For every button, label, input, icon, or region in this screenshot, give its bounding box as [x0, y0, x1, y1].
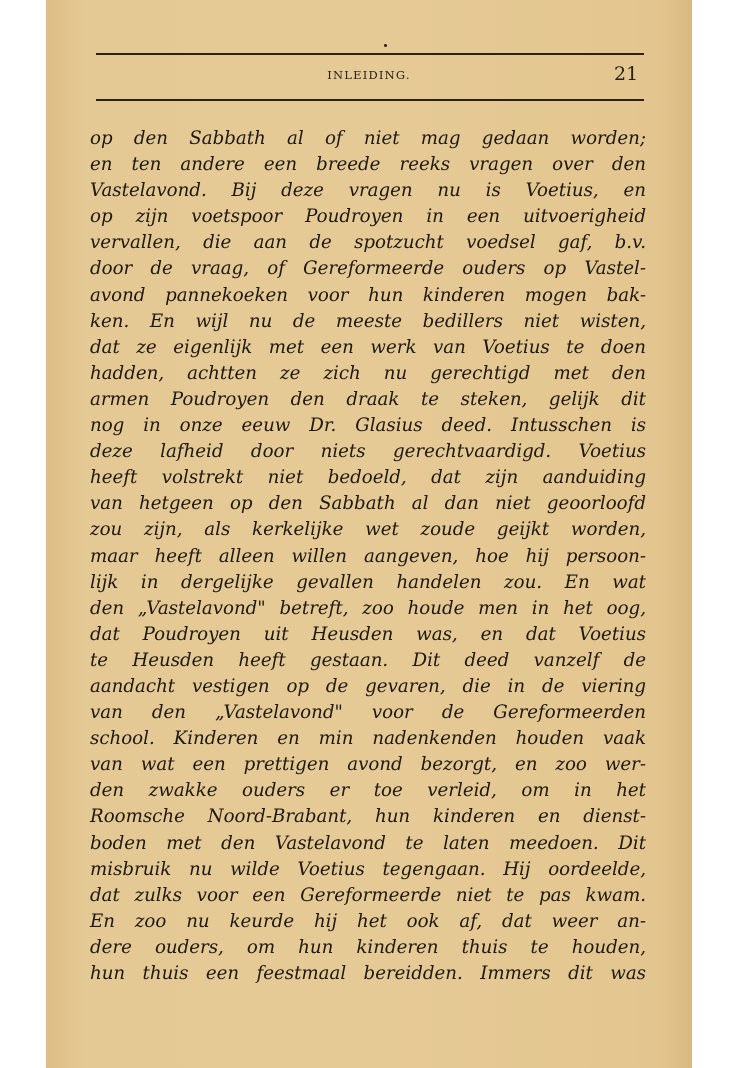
text-line: hadden, achtten ze zich nu gerechtigd met den [90, 362, 646, 384]
text-line: dat Poudroyen uit Heusden was, en dat Voetius [90, 623, 646, 645]
text-line: lijk in dergelijke gevallen handelen zou. En wat [90, 571, 646, 593]
text-line: op den Sabbath al of niet mag gedaan worden; [90, 128, 646, 149]
text-line: zou zijn, als kerkelijke wet zoude geijkt worden, [90, 519, 646, 541]
page-number: 21 [614, 63, 639, 85]
text-line: En zoo nu keurde hij het ook af, dat weer an- [90, 910, 646, 932]
header-bottom-rule [96, 99, 644, 101]
text-line: school. Kinderen en min nadenkenden houden vaak [90, 728, 646, 750]
text-line: te Heusden heeft gestaan. Dit deed vanzelf de [90, 649, 646, 671]
text-line: heeft volstrekt niet bedoeld, dat zijn aanduiding [90, 467, 646, 489]
text-line: Roomsche Noord-Brabant, hun kinderen en dienst- [90, 806, 646, 828]
text-line: hun thuis een feestmaal bereidden. Immers dit was [90, 963, 646, 984]
text-line: avond pannekoeken voor hun kinderen mogen bak- [90, 284, 646, 306]
text-line: maar heeft alleen willen aangeven, hoe hij persoon- [90, 545, 646, 567]
text-line: Vastelavond. Bij deze vragen nu is Voetius, en [90, 180, 646, 202]
text-line: misbruik nu wilde Voetius tegengaan. Hij oordeelde, [90, 858, 646, 880]
running-title: INLEIDING. [327, 68, 411, 82]
text-line: nog in onze eeuw Dr. Glasius deed. Intusschen is [90, 415, 646, 437]
text-line: dat ze eigenlijk met een werk van Voetius te doen [90, 336, 646, 358]
page-speck [384, 44, 387, 47]
text-line: van hetgeen op den Sabbath al dan niet geoorloofd [90, 493, 646, 515]
text-line: den „Vastelavond" betreft, zoo houde men in het oog, [90, 597, 646, 619]
text-line: van wat een prettigen avond bezorgt, en zoo wer- [90, 754, 646, 776]
text-line: boden met den Vastelavond te laten meedoen. Dit [90, 832, 646, 854]
text-line: armen Poudroyen den draak te steken, gelijk dit [90, 388, 646, 410]
text-line: deze lafheid door niets gerechtvaardigd. Voetius [90, 441, 646, 463]
text-line: en ten andere een breede reeks vragen over den [90, 154, 646, 176]
text-line: van den „Vastelavond" voor de Gereformeerden [90, 702, 646, 724]
text-line: dat zulks voor een Gereformeerde niet te pas kwam. [90, 884, 646, 906]
book-page [46, 0, 692, 1068]
text-line: dere ouders, om hun kinderen thuis te houden, [90, 936, 646, 958]
text-line: door de vraag, of Gereformeerde ouders op Vastel- [90, 258, 646, 280]
text-line: op zijn voetspoor Poudroyen in een uitvoerigheid [90, 206, 646, 228]
header-top-rule [96, 53, 644, 55]
text-line: den zwakke ouders er toe verleid, om in het [90, 780, 646, 802]
text-line: aandacht vestigen op de gevaren, die in de viering [90, 675, 646, 697]
text-line: ken. En wijl nu de meeste bedillers niet wisten, [90, 310, 646, 332]
text-line: vervallen, die aan de spotzucht voedsel gaf, b.v. [90, 232, 646, 254]
body-text [90, 126, 646, 987]
